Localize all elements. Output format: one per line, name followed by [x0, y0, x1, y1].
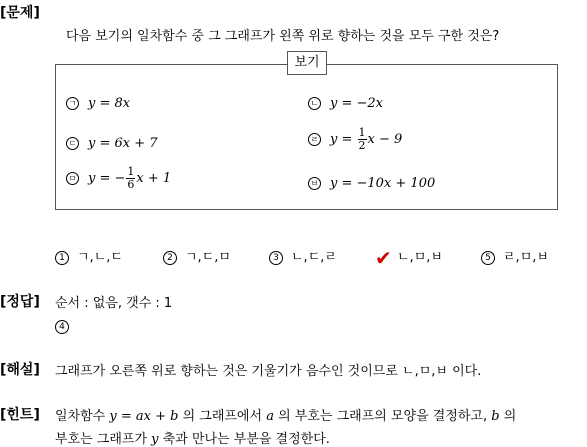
- question-text: 다음 보기의 일차함수 중 그 그래프가 왼쪽 위로 향하는 것을 모두 구한 것은?: [66, 29, 500, 44]
- hint-tag: [힌트]: [0, 407, 40, 423]
- fraction-numerator: 1: [358, 126, 366, 139]
- example-item-6: [308, 176, 435, 191]
- choice-4[interactable]: [375, 245, 443, 270]
- example-item-3: [66, 136, 158, 151]
- hint-text: 의 부호는 그래프의 모양을 결정하고,: [273, 409, 492, 424]
- fraction-numerator: 1: [127, 165, 135, 178]
- hint-text: 의: [499, 409, 517, 424]
- choice-text: ㄱ,ㄴ,ㄷ: [77, 250, 123, 265]
- example-item-5: [66, 166, 171, 191]
- hint-text: 부호는 그래프가: [55, 432, 152, 447]
- example-item-4: [308, 127, 402, 152]
- choice-3[interactable]: [269, 246, 337, 265]
- fraction: [126, 166, 135, 191]
- hint-text: 축과 만나는 부분을 결정한다.: [158, 432, 330, 447]
- item-equation: y = 8x: [88, 96, 131, 111]
- hint-math: b: [491, 409, 500, 424]
- hint-math: y: [151, 432, 159, 447]
- check-mark-icon: ✔: [375, 245, 392, 270]
- hint-math: a: [266, 409, 274, 424]
- explanation-text: 그래프가 오른쪽 위로 향하는 것은 기울기가 음수인 것이므로 ㄴ,ㅁ,ㅂ 이다.: [55, 364, 482, 379]
- item-mark-circle: ㅂ: [308, 177, 321, 190]
- example-item-1: [66, 96, 130, 111]
- choice-5[interactable]: [481, 246, 549, 265]
- example-box-title: 보기: [287, 51, 327, 75]
- item-mark-circle: ㄹ: [308, 133, 321, 146]
- answer-number: 4: [55, 320, 69, 334]
- item-equation-suffix: x + 1: [136, 171, 172, 186]
- example-item-2: [308, 96, 383, 111]
- choice-2[interactable]: [163, 246, 231, 265]
- hint-math: y = ax + b: [109, 409, 179, 424]
- answer-tag: [정답]: [0, 294, 40, 310]
- item-mark-circle: ㅁ: [66, 172, 79, 185]
- hint-line-1: [55, 405, 516, 424]
- item-mark-circle: ㄱ: [66, 97, 79, 110]
- choice-number: 1: [55, 251, 69, 265]
- fraction: [358, 127, 367, 152]
- choice-1[interactable]: [55, 246, 123, 265]
- problem-tag: [문제]: [0, 5, 40, 21]
- item-equation: y = −10x + 100: [330, 176, 436, 191]
- answer-line-1: 순서 : 없음, 갯수 : 1: [55, 296, 173, 311]
- item-mark-circle: ㄴ: [308, 97, 321, 110]
- choice-number: 3: [269, 251, 283, 265]
- choice-text: ㄴ,ㄷ,ㄹ: [291, 250, 337, 265]
- item-equation-prefix: y =: [330, 132, 357, 147]
- choice-number: 5: [481, 251, 495, 265]
- item-equation-suffix: x − 9: [367, 132, 403, 147]
- fraction-denominator: 6: [127, 178, 135, 191]
- answer-line-2: [55, 316, 69, 335]
- item-mark-circle: ㄷ: [66, 137, 79, 150]
- item-equation-prefix: y = −: [88, 171, 126, 186]
- choice-text: ㄹ,ㅁ,ㅂ: [503, 250, 549, 265]
- choice-text: ㄱ,ㄷ,ㅁ: [185, 250, 231, 265]
- fraction-denominator: 2: [358, 139, 366, 152]
- item-equation: y = −2x: [330, 96, 383, 111]
- explanation-tag: [해설]: [0, 362, 40, 378]
- hint-text: 일차함수: [55, 409, 110, 424]
- choice-number: 2: [163, 251, 177, 265]
- hint-text: 의 그래프에서: [178, 409, 267, 424]
- item-equation: y = 6x + 7: [88, 136, 158, 151]
- hint-line-2: [55, 428, 330, 447]
- choice-text: ㄴ,ㅁ,ㅂ: [397, 250, 443, 265]
